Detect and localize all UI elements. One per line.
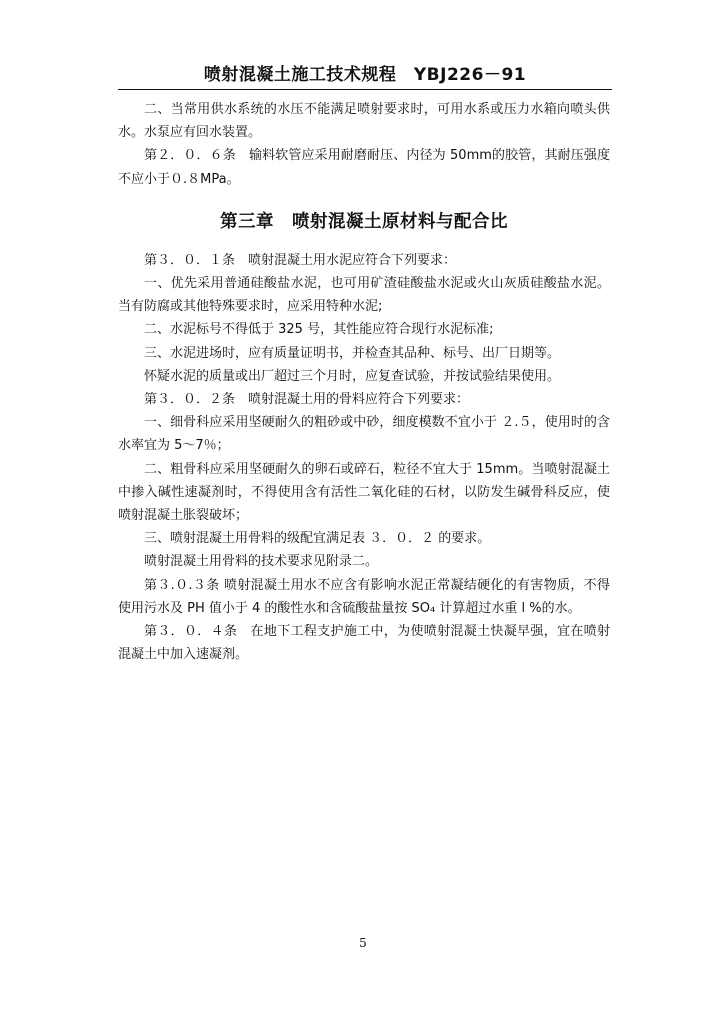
paragraph: 二、粗骨科应采用坚硬耐久的卵石或碎石，粒径不宜大于 15mm。当喷射混凝土中掺入碱性速凝剂时，不得使用含有活性二氧化硅的石材，以防发生碱骨科反应，使喷射混凝土胀裂破坏；	[118, 461, 610, 524]
paragraph: 二、当常用供水系统的水压不能满足喷射要求时，可用水系或压力水箱向喷头供水。水泵应有回水装置。	[118, 102, 610, 141]
paragraph: 第３．０．４条 在地下工程支护施工中，为使喷射混凝土快凝早强，宜在喷射混凝土中加入速凝剂。	[118, 624, 610, 663]
paragraph: 怀疑水泥的质量或出厂超过三个月时，应复查试验，并按试验结果使用。	[144, 368, 561, 384]
paragraph: 第３．０．１条 喷射混凝土用水泥应符合下列要求：	[144, 252, 457, 268]
paragraph: 第３.０.３条 喷射混凝土用水不应含有影响水泥正常凝结硬化的有害物质，不得使用污水及 PH 值小于 4 的酸性水和含硫酸盐量按 SO₄ 计算超过水重 l %的水。	[118, 577, 610, 616]
document-body	[118, 98, 610, 666]
paragraph: 一、细骨科应采用坚硬耐久的粗砂或中砂，细度模数不宜小于 ２.５，使用时的含水率宜为 5～7％；	[118, 415, 610, 454]
page-header-title: 喷射混凝土施工技术规程 YBJ226－91	[203, 65, 527, 85]
chapter-heading: 第三章 喷射混凝土原材料与配合比	[220, 211, 508, 232]
page-number: 5	[359, 936, 367, 950]
paragraph: 二、水泥标号不得低于 325 号，其性能应符合现行水泥标准;	[144, 322, 494, 338]
paragraph: 三、喷射混凝土用骨料的级配宜满足表 ３．０．２ 的要求。	[144, 531, 491, 547]
paragraph: 第３．０．２条 喷射混凝土用的骨料应符合下列要求：	[144, 392, 470, 408]
paragraph: 三、水泥进场时，应有质量证明书，并检查其品种、标号、出厂日期等。	[144, 345, 561, 361]
paragraph: 一、优先采用普通硅酸盐水泥，也可用矿渣硅酸盐水泥或火山灰质硅酸盐水泥。当有防腐或其他特殊要求时，应采用特种水泥;	[118, 276, 610, 315]
header-divider	[118, 89, 612, 90]
paragraph: 喷射混凝土用骨料的技术要求见附录二。	[144, 554, 379, 570]
paragraph: 第２．０．６条 输料软管应采用耐磨耐压、内径为 50mm的胶管，其耐压强度不应小于０.８MPa。	[118, 148, 610, 187]
